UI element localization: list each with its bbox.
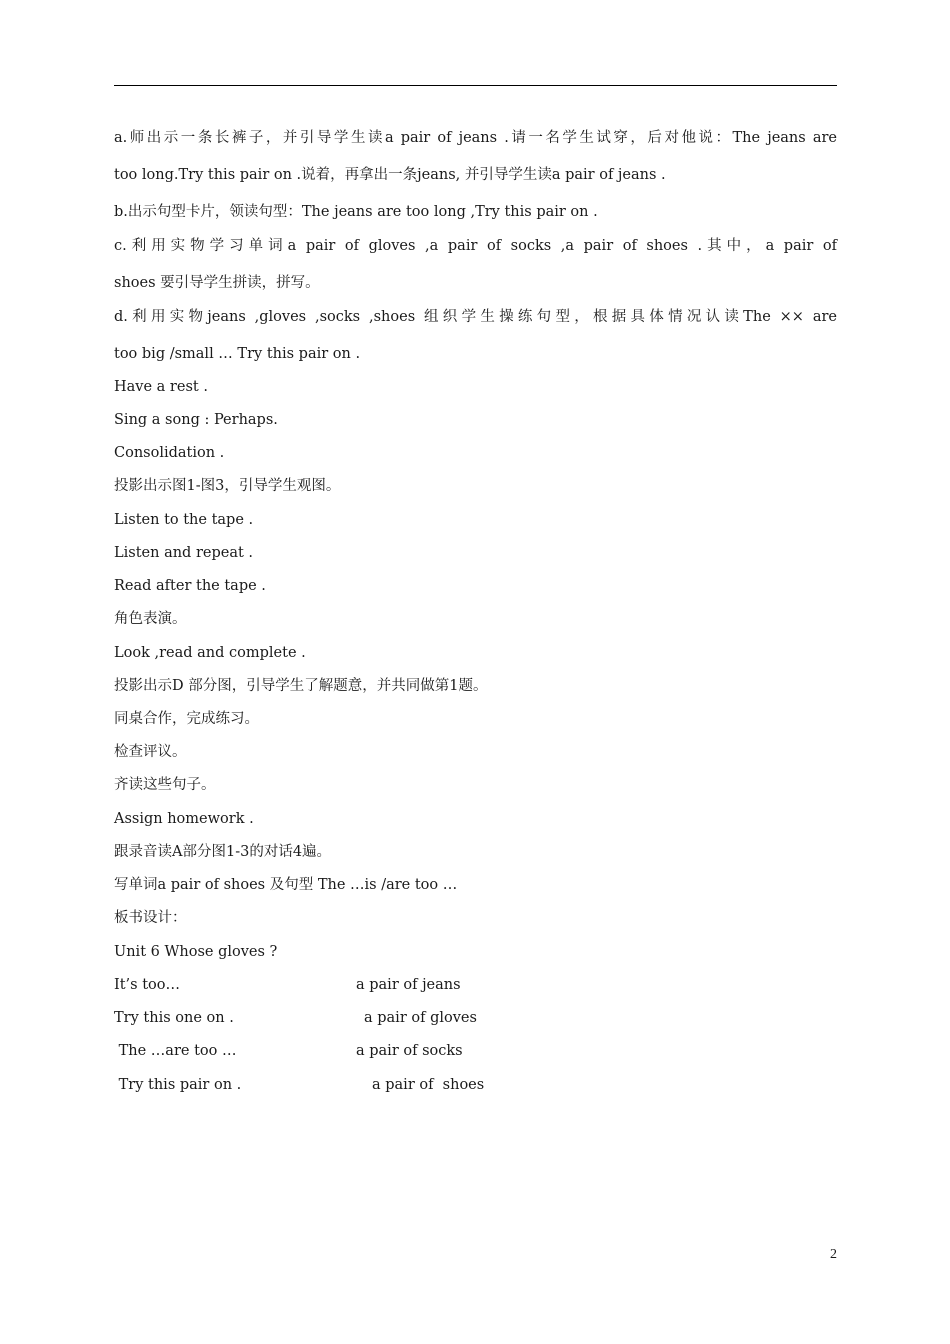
board-phrase: a pair of shoes [372, 1077, 485, 1093]
board-phrase: a pair of jeans [356, 977, 461, 993]
header-rule [114, 85, 837, 86]
text-line: Listen and repeat . [114, 545, 254, 561]
text-line: Listen to the tape . [114, 512, 254, 528]
board-phrase: a pair of socks [356, 1043, 463, 1059]
text-line: Read after the tape . [114, 578, 266, 594]
text-line: Assign homework . [114, 811, 254, 827]
board-sentence: Try this one on . [114, 1010, 234, 1026]
board-unit-title: Unit 6 Whose gloves ? [114, 944, 278, 960]
text-line: Sing a song : Perhaps. [114, 412, 278, 428]
text-line: Have a rest . [114, 379, 208, 395]
text-line: c.利用实物学习单词a pair of gloves ,a pair of socks ,a pair of shoes .其中，a pair of [114, 238, 837, 254]
text-line: too long.Try this pair on .说着，再拿出一条jeans, 并引导学生读a pair of jeans . [114, 167, 666, 183]
text-line: shoes 要引导学生拼读，拼写。 [114, 275, 320, 291]
board-sentence: The …are too … [114, 1043, 237, 1059]
board-phrase: a pair of gloves [364, 1010, 477, 1026]
board-design-heading: 板书设计： [114, 910, 187, 926]
page-number: 2 [830, 1247, 837, 1262]
text-line: d.利用实物jeans ,gloves ,socks ,shoes 组织学生操练句型，根据具体情况认读The ×× are [114, 309, 837, 325]
text-line: 投影出示图1-图3，引导学生观图。 [114, 478, 341, 494]
text-line: 写单词a pair of shoes 及句型 The …is /are too … [114, 877, 458, 893]
text-line: 角色表演。 [114, 611, 187, 627]
text-line: 检查评议。 [114, 744, 187, 760]
text-line: Look ,read and complete . [114, 645, 306, 661]
text-line: 跟录音读A部分图1-3的对话4遍。 [114, 844, 332, 860]
text-line: 投影出示D 部分图，引导学生了解题意，并共同做第1题。 [114, 678, 488, 694]
text-line: too big /small … Try this pair on . [114, 346, 361, 362]
text-line: 同桌合作，完成练习。 [114, 711, 259, 727]
board-sentence: It’s too… [114, 977, 181, 993]
text-line: Consolidation . [114, 445, 225, 461]
text-line: b.出示句型卡片，领读句型：The jeans are too long ,Try this pair on . [114, 204, 598, 220]
text-line: a.师出示一条长裤子，并引导学生读a pair of jeans .请一名学生试穿，后对他说：The jeans are [114, 130, 837, 146]
text-line: 齐读这些句子。 [114, 777, 216, 793]
board-sentence: Try this pair on . [114, 1077, 242, 1093]
